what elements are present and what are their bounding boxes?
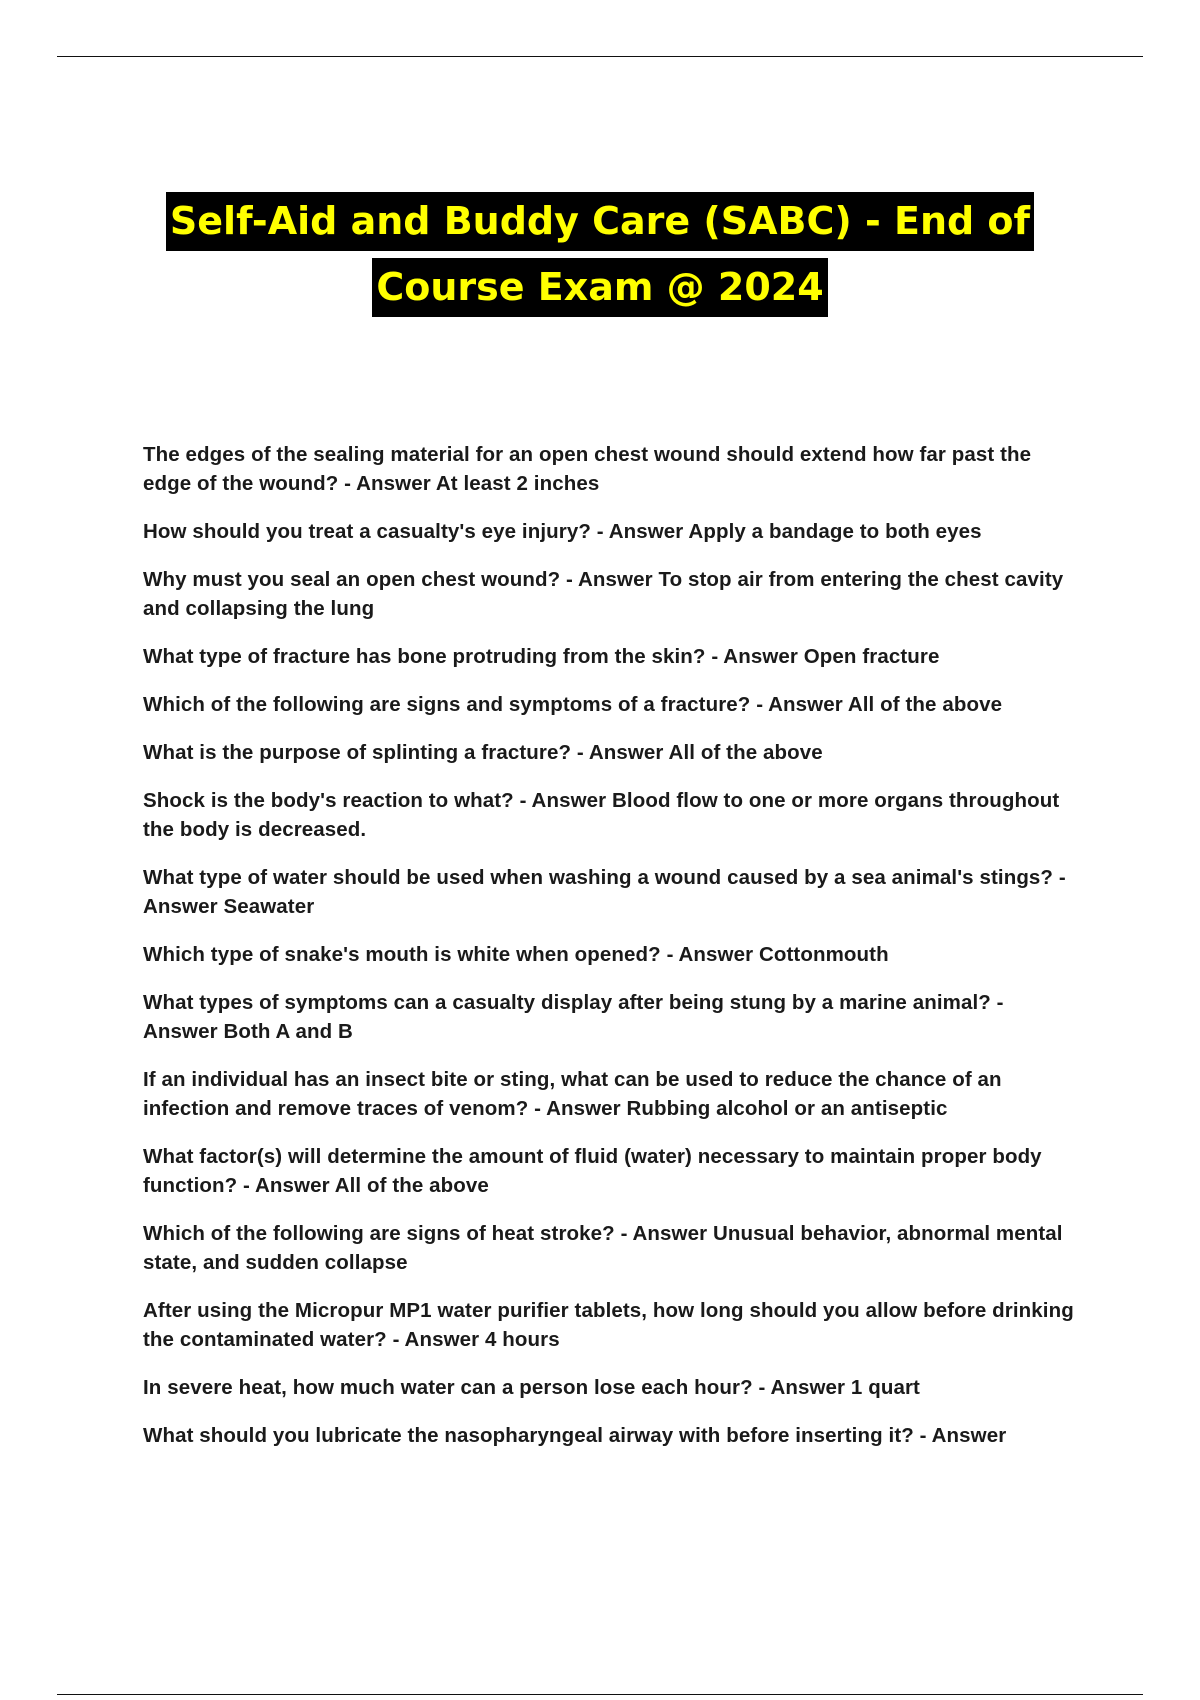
qa-list xyxy=(143,440,1083,1469)
qa-item: What type of fracture has bone protruding from the skin? - Answer Open fracture xyxy=(143,645,940,668)
qa-item: If an individual has an insect bite or sting, what can be used to reduce the chance of an infection and remove traces of venom? - Answer Rubbing alcohol or an antiseptic xyxy=(143,1068,1002,1120)
qa-item: Which of the following are signs and symptoms of a fracture? - Answer All of the above xyxy=(143,693,1003,716)
qa-item: How should you treat a casualty's eye injury? - Answer Apply a bandage to both eyes xyxy=(143,520,982,543)
bottom-rule xyxy=(57,1694,1143,1695)
title-line-2: Course Exam @ 2024 xyxy=(372,258,827,317)
qa-item: Which type of snake's mouth is white when opened? - Answer Cottonmouth xyxy=(143,943,889,966)
qa-item: The edges of the sealing material for an open chest wound should extend how far past the edge of the wound? - Answer At least 2 inches xyxy=(143,443,1032,495)
qa-item: Which of the following are signs of heat stroke? - Answer Unusual behavior, abnormal mental state, and sudden collapse xyxy=(143,1222,1063,1274)
qa-item: What is the purpose of splinting a fracture? - Answer All of the above xyxy=(143,741,823,764)
qa-item: What types of symptoms can a casualty display after being stung by a marine animal? - Answer Both A and B xyxy=(143,991,1004,1043)
qa-item: In severe heat, how much water can a person lose each hour? - Answer 1 quart xyxy=(143,1376,920,1399)
qa-item: Shock is the body's reaction to what? - Answer Blood flow to one or more organs throughout the body is decreased. xyxy=(143,789,1060,841)
qa-item: Why must you seal an open chest wound? - Answer To stop air from entering the chest cavity and collapsing the lung xyxy=(143,568,1064,620)
qa-item: After using the Micropur MP1 water purifier tablets, how long should you allow before drinking the contaminated water? - Answer 4 hours xyxy=(143,1299,1074,1351)
qa-item: What type of water should be used when washing a wound caused by a sea animal's stings? - Answer Seawater xyxy=(143,866,1066,918)
document-title xyxy=(0,192,1200,317)
qa-item: What should you lubricate the nasopharyngeal airway with before inserting it? - Answer xyxy=(143,1424,1007,1447)
top-rule xyxy=(57,56,1143,57)
qa-item: What factor(s) will determine the amount of fluid (water) necessary to maintain proper body function? - Answer All of the above xyxy=(143,1145,1042,1197)
title-line-1: Self-Aid and Buddy Care (SABC) - End of xyxy=(166,192,1034,251)
